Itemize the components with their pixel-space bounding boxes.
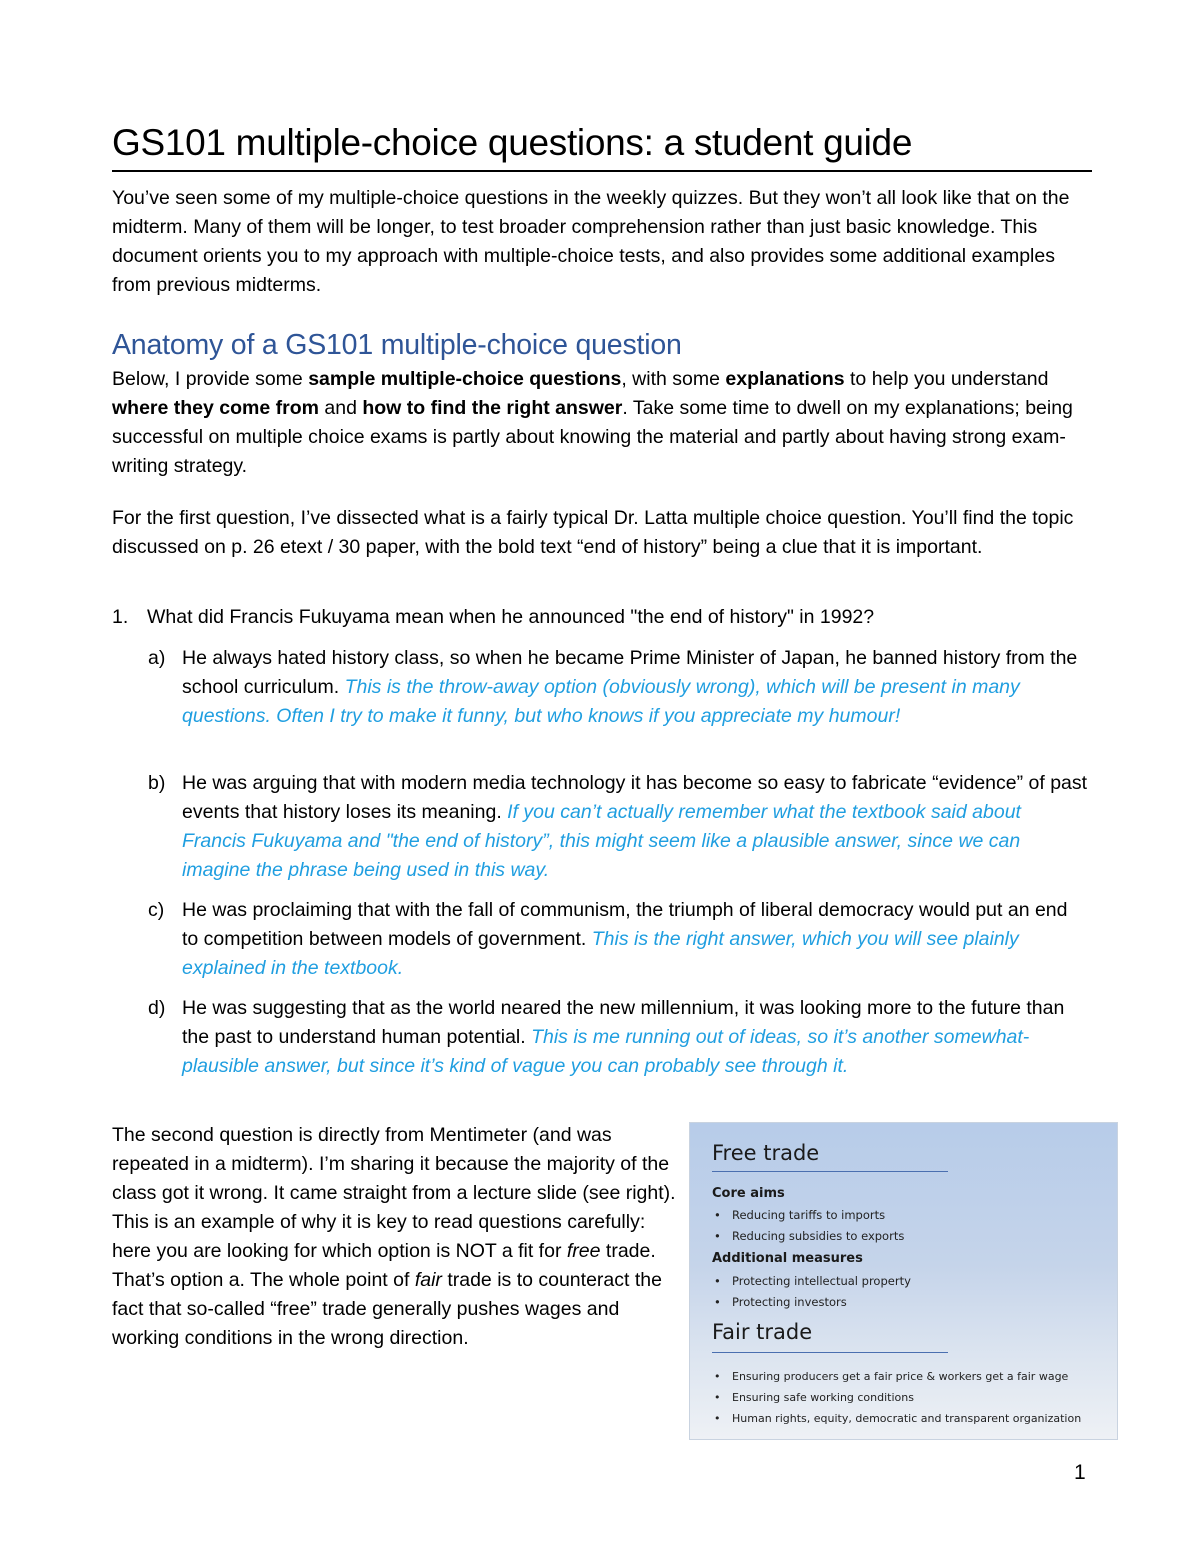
- slide-core-aims-label: Core aims: [712, 1186, 785, 1201]
- option-explanation: This is the throw-away option (obviously wrong), which will be present in many questions. Often I try to make it funny, but who knows if you appreciate my humour!: [182, 676, 1020, 727]
- slide-additional-list: [712, 1271, 911, 1313]
- option-letter: b): [148, 772, 166, 794]
- option-text: He was suggesting that as the world neared the new millennium, it was looking more to the future than the past to understand human potential.: [182, 997, 1065, 1048]
- list-item: • Human rights, equity, democratic and transparent organization: [712, 1408, 1081, 1429]
- bold-run: how to find the right answer: [362, 397, 623, 419]
- list-item: • Protecting investors: [712, 1292, 911, 1313]
- option-explanation: This is the right answer, which you will see plainly explained in the textbook.: [182, 928, 1019, 979]
- text-run: , with some: [621, 368, 726, 390]
- text-run: trade. That’s option a. The whole point of: [112, 1240, 656, 1291]
- option-body: [182, 994, 1088, 1081]
- lecture-slide-image: [689, 1122, 1118, 1440]
- question-text: What did Francis Fukuyama mean when he announced "the end of history" in 1992?: [147, 606, 875, 628]
- text-run: Below, I provide some: [112, 368, 309, 390]
- option-explanation: If you can’t actually remember what the textbook said about Francis Fukuyama and "the end of history”, this might seem like a plausible answer, since we can imagine the phrase being used in this way.: [182, 801, 1021, 881]
- italic-run: fair: [414, 1269, 442, 1291]
- option-text: He always hated history class, so when he became Prime Minister of Japan, he banned history from the school curriculum.: [182, 647, 1078, 698]
- option-explanation: This is me running out of ideas, so it’s another somewhat-plausible answer, but since it’s kind of vague you can probably see through it.: [182, 1026, 1030, 1077]
- first-question-paragraph: For the first question, I’ve dissected what is a fairly typical Dr. Latta multiple choice question. You’ll find the topic discussed on p. 26 etext / 30 paper, with the bold text “end of history” being a clue that it is important.: [112, 507, 1074, 558]
- option-text: He was arguing that with modern media technology it has become so easy to fabricate “evidence” of past events that history loses its meaning.: [182, 772, 1088, 823]
- option-body: [182, 896, 1088, 983]
- text-run: . Take some time to dwell on my explanations; being successful on multiple choice exams is partly about knowing the material and partly about having strong exam-writing strategy.: [112, 397, 1073, 477]
- option-letter: d): [148, 997, 166, 1019]
- bold-run: sample multiple-choice questions: [308, 368, 622, 390]
- option-body: [182, 644, 1088, 731]
- text-run: trade is to counteract the fact that so-called “free” trade generally pushes wages and working conditions in the wrong direction.: [112, 1269, 662, 1349]
- option-letter: a): [148, 647, 166, 669]
- bold-run: where they come from: [112, 397, 319, 419]
- text-run: and: [318, 397, 363, 419]
- below-paragraph: [112, 365, 1092, 481]
- slide-fair-trade-title: Fair trade: [712, 1320, 813, 1344]
- option-letter: c): [148, 899, 165, 921]
- section-heading: Anatomy of a GS101 multiple-choice question: [112, 329, 682, 361]
- intro-paragraph: You’ve seen some of my multiple-choice questions in the weekly quizzes. But they won’t all look like that on the midterm. Many of them will be longer, to test broader comprehension rather than just basic knowledge. This document orients you to my approach with multiple-choice tests, and also provides some additional examples from previous midterms.: [112, 187, 1070, 296]
- list-item: • Protecting intellectual property: [712, 1271, 911, 1292]
- text-run: The second question is directly from Mentimeter (and was repeated in a midterm). I’m sharing it because the majority of the class got it wrong. It came straight from a lecture slide (see right). This is an example of why it is key to read questions carefully: here you are looking for which option is NOT a fit for: [112, 1124, 676, 1262]
- title-divider: [112, 170, 1092, 172]
- slide-free-trade-title: Free trade: [712, 1141, 820, 1165]
- bold-run: explanations: [725, 368, 845, 390]
- page-title: GS101 multiple-choice questions: a student guide: [112, 122, 913, 163]
- italic-run: free: [566, 1240, 601, 1262]
- option-body: [182, 769, 1088, 885]
- option-text: He was proclaiming that with the fall of communism, the triumph of liberal democracy would put an end to competition between models of government.: [182, 899, 1068, 950]
- slide-core-aims-list: [712, 1205, 904, 1247]
- list-item: • Reducing tariffs to imports: [712, 1205, 904, 1226]
- text-run: to help you understand: [844, 368, 1049, 390]
- slide-fair-trade-list: [712, 1366, 1081, 1429]
- second-question-paragraph: [112, 1121, 677, 1353]
- question-number: 1.: [112, 606, 129, 628]
- page-number: 1: [1074, 1461, 1086, 1484]
- slide-title-underline: [712, 1171, 948, 1172]
- list-item: • Reducing subsidies to exports: [712, 1226, 904, 1247]
- slide-additional-label: Additional measures: [712, 1251, 863, 1266]
- list-item: • Ensuring producers get a fair price & workers get a fair wage: [712, 1366, 1081, 1387]
- slide-title-underline: [712, 1352, 948, 1353]
- list-item: • Ensuring safe working conditions: [712, 1387, 1081, 1408]
